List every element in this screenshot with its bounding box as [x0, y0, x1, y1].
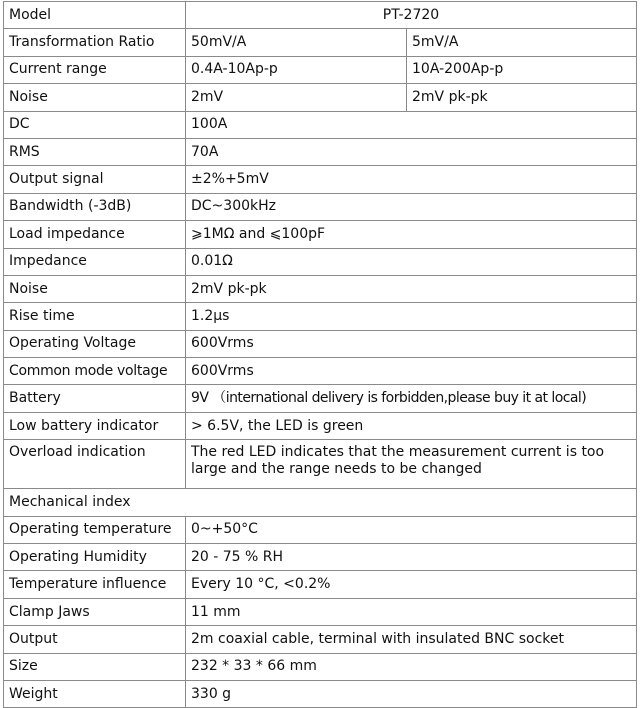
row-value: ⩾1MΩ and ⩽100pF	[186, 221, 637, 248]
row-label: Weight	[4, 680, 186, 707]
row-label: Noise	[4, 275, 186, 302]
high-range-value: 2mV pk-pk	[407, 84, 637, 111]
row-label: Battery	[4, 385, 186, 412]
high-range-value: 5mV/A	[407, 29, 637, 56]
table-row	[4, 248, 637, 275]
row-label: Output signal	[4, 166, 186, 193]
spec-table	[3, 1, 637, 708]
table-row	[4, 571, 637, 598]
table-row-transformation-ratio	[4, 29, 637, 56]
row-label: DC	[4, 111, 186, 138]
row-value: > 6.5V, the LED is green	[186, 412, 637, 439]
table-row	[4, 138, 637, 165]
row-value: 20 - 75 % RH	[186, 544, 637, 571]
table-row-overload	[4, 440, 637, 489]
row-label: Impedance	[4, 248, 186, 275]
row-value: ±2%+5mV	[186, 166, 637, 193]
table-row	[4, 385, 637, 412]
row-value: DC~300kHz	[186, 193, 637, 220]
row-label: Output	[4, 626, 186, 653]
row-value: 330 g	[186, 680, 637, 707]
row-label: Operating temperature	[4, 516, 186, 543]
section-title: Mechanical index	[4, 489, 637, 516]
row-value: 600Vrms	[186, 330, 637, 357]
table-row	[4, 358, 637, 385]
table-row	[4, 166, 637, 193]
table-row-noise-split	[4, 84, 637, 111]
row-value: 70A	[186, 138, 637, 165]
table-row	[4, 221, 637, 248]
model-value: PT-2720	[186, 2, 637, 29]
row-label: Bandwidth (-3dB)	[4, 193, 186, 220]
table-row	[4, 544, 637, 571]
table-row	[4, 275, 637, 302]
row-value: 100A	[186, 111, 637, 138]
row-label: RMS	[4, 138, 186, 165]
row-label: Transformation Ratio	[4, 29, 186, 56]
row-label: Rise time	[4, 303, 186, 330]
table-row	[4, 653, 637, 680]
row-value: Every 10 °C, <0.2%	[186, 571, 637, 598]
row-label: Temperature influence	[4, 571, 186, 598]
row-value: 1.2μs	[186, 303, 637, 330]
row-value: 600Vrms	[186, 358, 637, 385]
table-row	[4, 516, 637, 543]
low-range-value: 0.4A-10Ap-p	[186, 56, 407, 83]
table-row	[4, 626, 637, 653]
table-row	[4, 330, 637, 357]
row-label: Low battery indicator	[4, 412, 186, 439]
row-label: Noise	[4, 84, 186, 111]
row-label: Operating Voltage	[4, 330, 186, 357]
table-row	[4, 193, 637, 220]
row-label: Overload indication	[4, 440, 186, 489]
row-label: Operating Humidity	[4, 544, 186, 571]
high-range-value: 10A-200Ap-p	[407, 56, 637, 83]
row-value: 2mV pk-pk	[186, 275, 637, 302]
table-row	[4, 680, 637, 707]
row-value: 0~+50°C	[186, 516, 637, 543]
table-row-model	[4, 2, 637, 29]
row-value: 2m coaxial cable, terminal with insulated BNC socket	[186, 626, 637, 653]
low-range-value: 2mV	[186, 84, 407, 111]
row-label: Model	[4, 2, 186, 29]
table-row	[4, 303, 637, 330]
row-value: The red LED indicates that the measurement current is too large and the range needs to be changed	[186, 440, 637, 489]
row-label: Clamp Jaws	[4, 598, 186, 625]
section-header	[4, 489, 637, 516]
low-range-value: 50mV/A	[186, 29, 407, 56]
row-label: Size	[4, 653, 186, 680]
row-value: 0.01Ω	[186, 248, 637, 275]
row-value: 232 * 33 * 66 mm	[186, 653, 637, 680]
row-label: Current range	[4, 56, 186, 83]
row-value: 9V （international delivery is forbidden,please buy it at local)	[186, 385, 637, 412]
table-row	[4, 598, 637, 625]
table-row	[4, 412, 637, 439]
table-row	[4, 111, 637, 138]
row-value: 11 mm	[186, 598, 637, 625]
row-label: Load impedance	[4, 221, 186, 248]
table-row-current-range	[4, 56, 637, 83]
row-label: Common mode voltage	[4, 358, 186, 385]
